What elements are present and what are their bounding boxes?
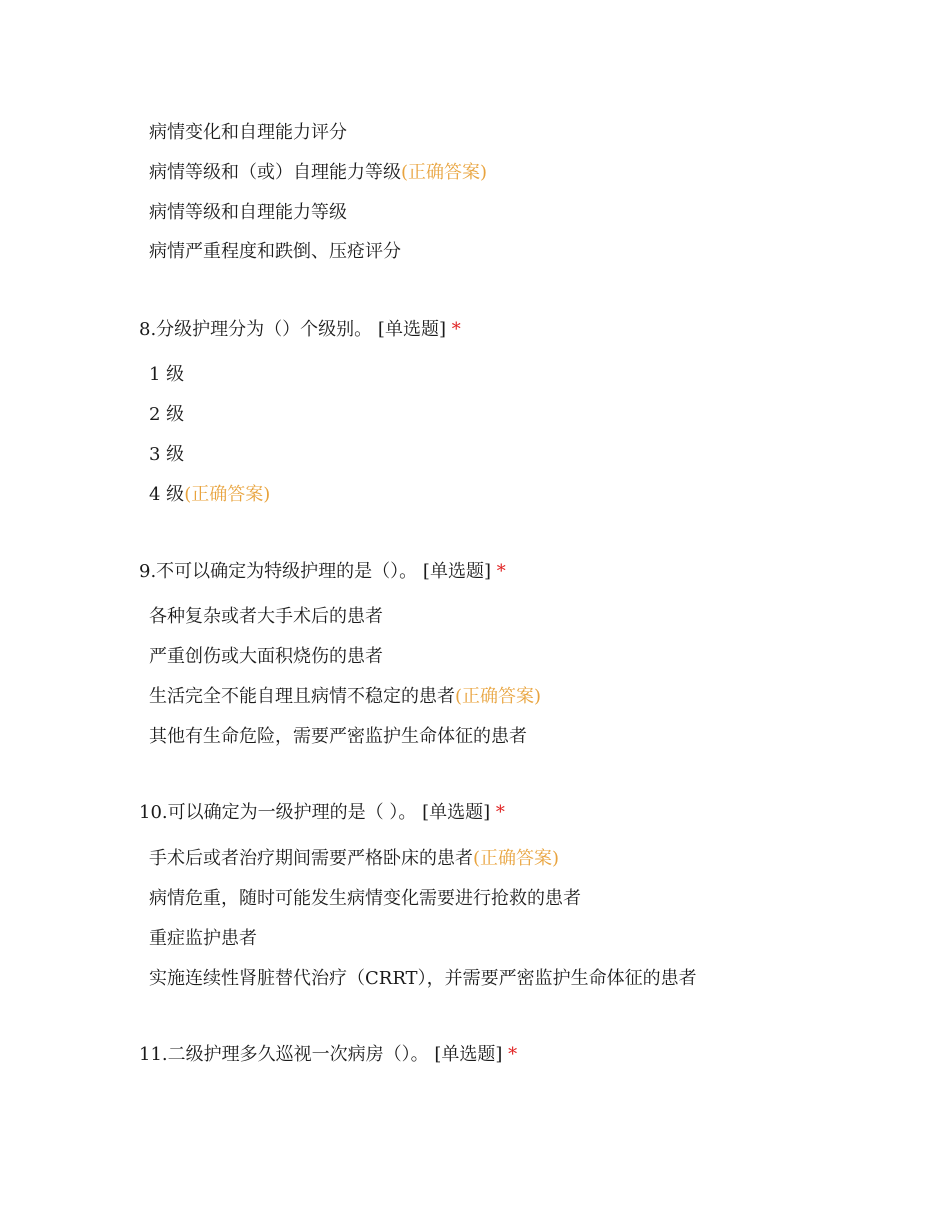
question-text: 10.可以确定为一级护理的是（ ）。 xyxy=(139,802,417,823)
option-label: 病情危重，随时可能发生病情变化需要进行抢救的患者 xyxy=(149,888,581,909)
option-text xyxy=(149,645,383,669)
question-text: 9.不可以确定为特级护理的是（）。 xyxy=(139,561,418,582)
option-label: 2 级 xyxy=(149,404,185,425)
option-label: 各种复杂或者大手术后的患者 xyxy=(149,606,383,627)
option-label: 实施连续性肾脏替代治疗（CRRT），并需要严密监护生命体征的患者 xyxy=(149,968,697,989)
option-label: 4 级 xyxy=(149,484,185,505)
option-label: 3 级 xyxy=(149,444,185,465)
option-label: 严重创伤或大面积烧伤的患者 xyxy=(149,646,383,667)
question-type: [单选题] xyxy=(434,1044,503,1065)
option-text xyxy=(149,483,270,507)
option-label: 病情等级和自理能力等级 xyxy=(149,202,347,223)
correct-answer-tag: (正确答案) xyxy=(184,484,271,505)
correct-answer-tag: (正确答案) xyxy=(401,162,488,183)
option-text xyxy=(149,927,257,951)
question-text: 11.二级护理多久巡视一次病房（）。 xyxy=(139,1044,429,1065)
option-label: 手术后或者治疗期间需要严格卧床的患者 xyxy=(149,848,473,869)
option-label: 病情等级和（或）自理能力等级 xyxy=(149,162,401,183)
option-text xyxy=(149,161,487,185)
question-title xyxy=(139,560,506,584)
option-label: 其他有生命危险，需要严密监护生命体征的患者 xyxy=(149,726,527,747)
question-type: [单选题] xyxy=(377,319,446,340)
question-type: [单选题] xyxy=(422,561,491,582)
question-text: 8.分级护理分为（）个级别。 xyxy=(139,319,373,340)
option-text xyxy=(149,887,581,911)
option-text xyxy=(149,605,383,629)
option-label: 病情变化和自理能力评分 xyxy=(149,122,347,143)
option-text xyxy=(149,363,184,387)
question-title xyxy=(139,801,505,825)
option-text xyxy=(149,443,184,467)
option-text xyxy=(149,201,347,225)
option-text xyxy=(149,967,697,991)
required-mark: * xyxy=(495,802,505,823)
correct-answer-tag: (正确答案) xyxy=(473,848,560,869)
option-text xyxy=(149,403,184,427)
option-text xyxy=(149,685,541,709)
option-text xyxy=(149,725,527,749)
question-title xyxy=(139,1043,517,1067)
option-text xyxy=(149,240,401,264)
option-text xyxy=(149,121,347,145)
correct-answer-tag: (正确答案) xyxy=(455,686,542,707)
required-mark: * xyxy=(508,1044,518,1065)
option-label: 1 级 xyxy=(149,364,185,385)
question-type: [单选题] xyxy=(422,802,491,823)
option-label: 病情严重程度和跌倒、压疮评分 xyxy=(149,241,401,262)
required-mark: * xyxy=(496,561,506,582)
option-label: 生活完全不能自理且病情不稳定的患者 xyxy=(149,686,455,707)
required-mark: * xyxy=(451,319,461,340)
question-title xyxy=(139,318,461,342)
option-text xyxy=(149,847,559,871)
option-label: 重症监护患者 xyxy=(149,928,257,949)
